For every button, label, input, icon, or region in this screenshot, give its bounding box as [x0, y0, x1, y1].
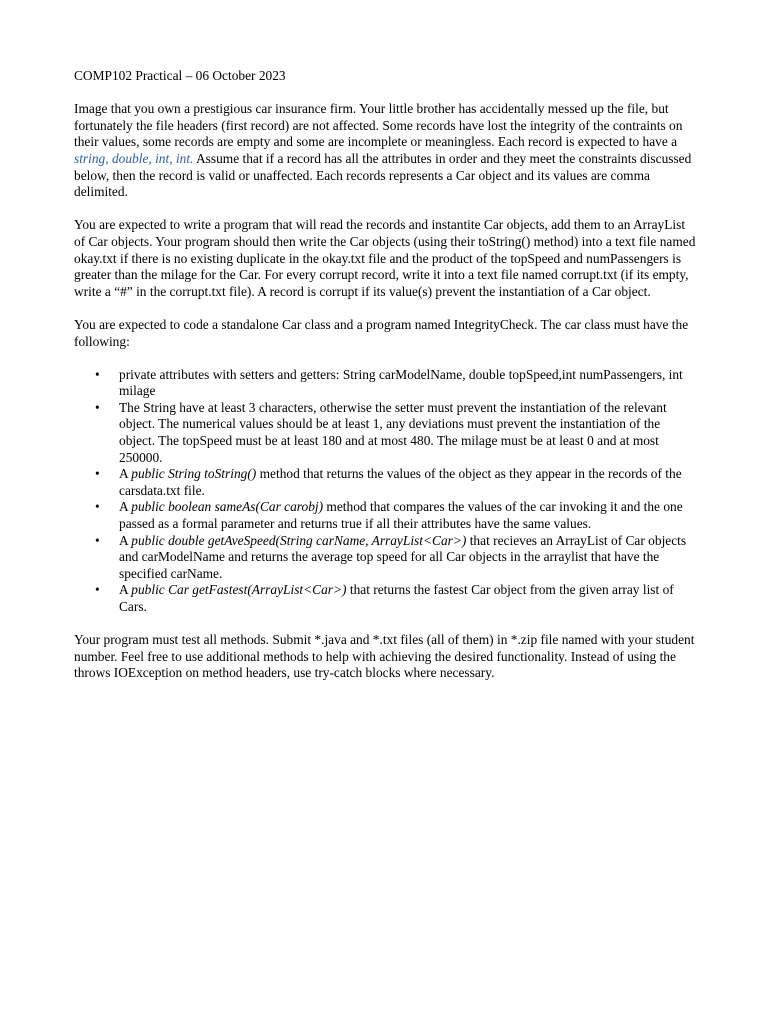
intro-text-continued: Assume that if a record has all the attributes in order and they meet the constraints discussed below, then the record is valid or unaffected. Each records represents a Car object and its values are comma delimited. [74, 150, 692, 200]
list-item-text: that recieves an ArrayList of Car objects and carModelName and returns the average top speed for all Car objects in the arraylist that have the specified carName. [119, 532, 687, 581]
submission-paragraph: Your program must test all methods. Submit *.java and *.txt files (all of them) in *.zip file named with your student number. Feel free to use additional methods to help with achieving the desired functionality. Instead of using the throws IOException on method headers, use try-catch blocks where necessary. [74, 632, 695, 681]
document-page [74, 68, 696, 699]
document-title: COMP102 Practical – 06 October 2023 [74, 68, 286, 83]
list-item-text: A [119, 532, 132, 548]
list-item [95, 466, 696, 499]
bullet-icon: • [95, 582, 100, 598]
requirements-list [74, 367, 696, 616]
task-paragraph: You are expected to write a program that will read the records and instantite Car objects, add them to an ArrayList of Car objects. Your program should then write the Car objects (using their toString() method) into a text file named okay.txt if there is no existing duplicate in the okay.txt file and the product of the topSpeed and numPassengers is greater than the milage for the Car. For every corrupt record, write it into a text file named corrupt.txt (if its empty, write a “#” in the corrupt.txt file). A record is corrupt if its value(s) prevent the instantiation of a Car object. [74, 217, 696, 299]
method-signature: public String toString() [131, 466, 257, 482]
bullet-icon: • [95, 366, 100, 382]
list-item [95, 366, 696, 400]
class-requirements-paragraph: You are expected to code a standalone Car class and a program named IntegrityCheck. The car class must have the following: [74, 316, 689, 349]
list-item-text: A [119, 499, 132, 515]
method-signature: public Car getFastest(ArrayList<Car>) [131, 582, 347, 598]
list-item-text: A [119, 582, 132, 598]
list-item-text: method that returns the values of the object as they appear in the records of the carsdata.txt file. [119, 466, 682, 498]
bullet-icon: • [95, 466, 100, 482]
list-item [95, 399, 696, 466]
list-item [95, 582, 696, 615]
record-types-highlight: string, double, int, int. [74, 150, 194, 166]
method-signature: public double getAveSpeed(String carName, ArrayList<Car>) [131, 532, 467, 548]
method-signature: public boolean sameAs(Car carobj) [131, 499, 324, 515]
list-item-text: that returns the fastest Car object from the given array list of Cars. [119, 582, 674, 614]
list-item-text: A [119, 466, 132, 482]
list-item [95, 532, 696, 583]
list-item-text: private attributes with setters and getters: String carModelName, double topSpeed,int numPassengers, int milage [119, 366, 683, 399]
intro-paragraph [74, 101, 696, 201]
bullet-icon: • [95, 532, 100, 548]
list-item-text: The String have at least 3 characters, otherwise the setter must prevent the instantiation of the relevant object. The numerical values should be at least 1, any deviations must prevent the instantiation of the object. The topSpeed must be at least 180 and at most 480. The milage must be at least 0 and at most 250000. [119, 399, 667, 465]
bullet-icon: • [95, 399, 100, 415]
list-item-text: method that compares the values of the car invoking it and the one passed as a formal parameter and returns true if all their attributes have the same values. [119, 499, 683, 532]
bullet-icon: • [95, 499, 100, 515]
list-item [95, 499, 696, 532]
intro-text: Image that you own a prestigious car insurance firm. Your little brother has accidentally messed up the file, but fortunately the file headers (first record) are not affected. Some records have lost the integrity of the contraints on their values, some records are empty and some are incomplete or meaningless. Each record is expected to have a [74, 101, 683, 150]
